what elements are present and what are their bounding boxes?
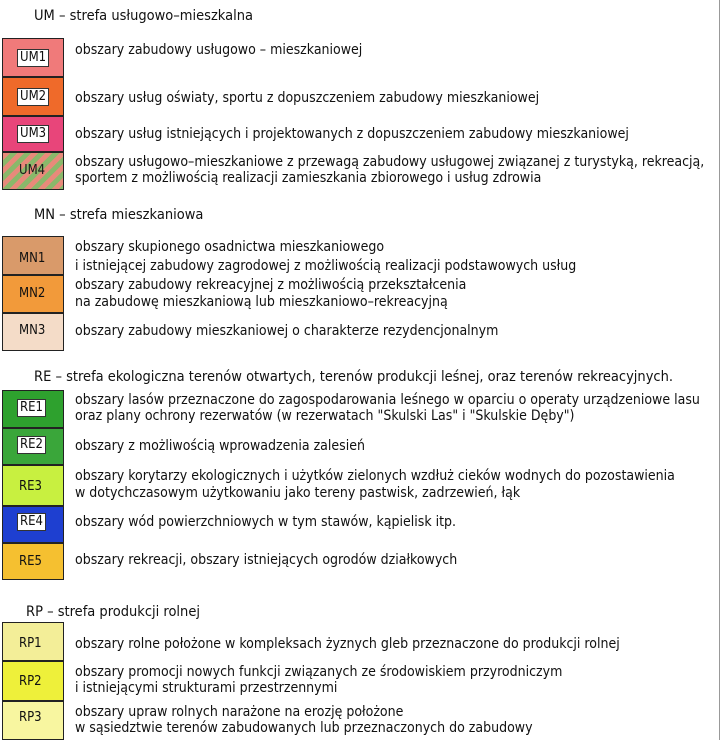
description-re1-line2: oraz plany ochrony rezerwatów (w rezerwatach "Skulski Las" i "Skulskie Dęby")	[75, 408, 575, 424]
code-label-mn1: MN1	[19, 251, 46, 266]
section-header-re: RE – strefa ekologiczna terenów otwartych, terenów produkcji leśnej, oraz terenów rekreacyjnych.	[34, 369, 673, 385]
code-label-re2: RE2	[17, 436, 46, 454]
description-mn1-line1: obszary skupionego osadnictwa mieszkaniowego	[75, 239, 385, 255]
code-label-rp3: RP3	[19, 710, 42, 725]
description-rp3-line2: w sąsiedztwie terenów zabudowanych lub przeznaczonych do zabudowy	[75, 720, 533, 736]
code-label-um4: UM4	[19, 163, 46, 178]
code-label-re3: RE3	[19, 479, 42, 494]
description-rp2-line1: obszary promocji nowych funkcji związanych ze środowiskiem przyrodniczym	[75, 664, 563, 680]
description-rp2-line2: i istniejącymi strukturami przestrzennymi	[75, 680, 338, 696]
code-label-rp1: RP1	[19, 636, 42, 651]
description-re4-line1: obszary wód powierzchniowych w tym stawów, kąpielisk itp.	[75, 514, 457, 530]
description-um4-line2: sportem z możliwością realizacji zamieszkania zbiorowego i usług zdrowia	[75, 170, 542, 186]
page-edge-line	[719, 0, 720, 740]
code-label-re5: RE5	[19, 554, 42, 569]
description-mn2-line1: obszary zabudowy rekreacyjnej z możliwością przekształcenia	[75, 277, 467, 293]
description-re1-line1: obszary lasów przeznaczone do zagospodarowania leśnego w oparciu o operaty urządzeniowe lasu	[75, 392, 700, 408]
section-header-um: UM – strefa usługowo–mieszkalna	[34, 8, 253, 24]
code-label-um1: UM1	[17, 49, 49, 67]
code-label-mn3: MN3	[19, 323, 46, 338]
description-re3-line2: w dotychczasowym użytkowaniu jako tereny pastwisk, zadrzewień, łąk	[75, 485, 521, 501]
description-rp1-line1: obszary rolne położone w kompleksach żyznych gleb przeznaczone do produkcji rolnej	[75, 636, 620, 652]
description-um3-line1: obszary usług istniejących i projektowanych z dopuszczeniem zabudowy mieszkaniowej	[75, 126, 629, 142]
description-mn3-line1: obszary zabudowy mieszkaniowej o charakterze rezydencjonalnym	[75, 323, 499, 339]
description-re2-line1: obszary z możliwością wprowadzenia zalesień	[75, 438, 365, 454]
code-label-rp2: RP2	[19, 674, 42, 689]
description-re3-line1: obszary korytarzy ekologicznych i użytków zielonych wzdłuż cieków wodnych do pozostawienia	[75, 468, 675, 484]
code-label-re4: RE4	[17, 513, 46, 531]
section-header-mn: MN – strefa mieszkaniowa	[34, 207, 204, 223]
code-label-re1: RE1	[17, 399, 46, 417]
code-label-mn2: MN2	[19, 286, 46, 301]
description-um1-line1: obszary zabudowy usługowo – mieszkaniowej	[75, 42, 363, 58]
description-um4-line1: obszary usługowo–mieszkaniowe z przewagą zabudowy usługowej związanej z turystyką, rekreacją,	[75, 154, 705, 170]
code-label-um3: UM3	[17, 125, 49, 143]
code-label-um2: UM2	[17, 88, 49, 106]
section-header-rp: RP – strefa produkcji rolnej	[26, 604, 200, 620]
description-re5-line1: obszary rekreacji, obszary istniejących ogrodów działkowych	[75, 552, 458, 568]
description-mn1-line2: i istniejącej zabudowy zagrodowej z możliwością realizacji podstawowych usług	[75, 258, 577, 274]
description-mn2-line2: na zabudowę mieszkaniową lub mieszkaniowo–rekreacyjną	[75, 294, 448, 310]
description-rp3-line1: obszary upraw rolnych narażone na erozję położone	[75, 704, 404, 720]
description-um2-line1: obszary usług oświaty, sportu z dopuszczeniem zabudowy mieszkaniowej	[75, 90, 540, 106]
